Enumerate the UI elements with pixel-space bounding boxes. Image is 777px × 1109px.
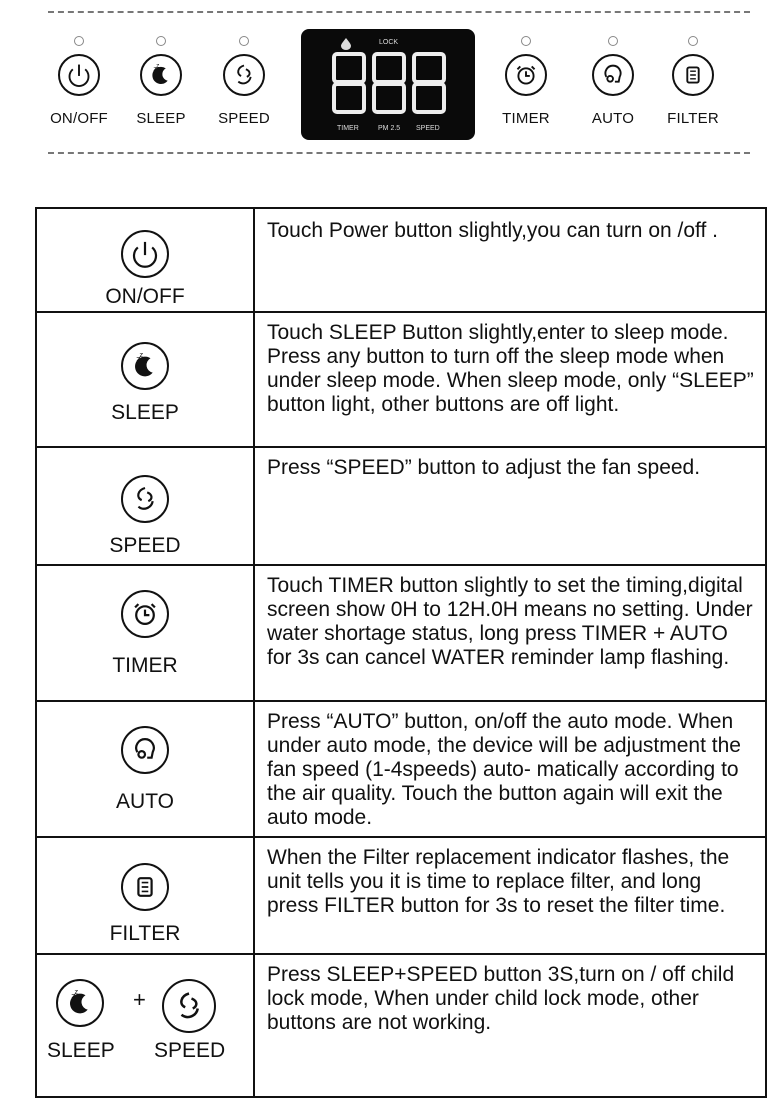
- row-description: Touch TIMER button slightly to set the timing,digital screen show 0H to 12H.0H means no setting. Under water shortage status, long press TIMER + AUTO for 3s can cancel WATER reminder lamp flashing.: [254, 565, 766, 701]
- timer-panel-button[interactable]: [481, 36, 571, 127]
- speed-fan-icon: [223, 54, 265, 96]
- power-icon: [58, 54, 100, 96]
- seven-segment-digits: [331, 51, 449, 117]
- row-description: Press “SPEED” button to adjust the fan speed.: [254, 447, 766, 565]
- button-instructions-table: [35, 207, 767, 1098]
- svg-text:z: z: [71, 991, 76, 1001]
- row-label: TIMER: [112, 654, 178, 677]
- auto-mode-icon: [592, 54, 634, 96]
- icon-cell: [36, 312, 254, 447]
- table-row: [36, 447, 766, 565]
- timer-indicator-led: [521, 36, 531, 46]
- row-description: Press “AUTO” button, on/off the auto mode. When under auto mode, the device will be adjustment the fan speed (1-4speeds) auto- matically according to the air quality. Touch the button again will exit the auto mode.: [254, 701, 766, 837]
- table-row: [36, 565, 766, 701]
- icon-cell: [36, 701, 254, 837]
- water-drop-icon: [341, 38, 351, 50]
- timer-panel-label: TIMER: [502, 110, 550, 127]
- table-row: [36, 701, 766, 837]
- panel-bottom-divider: [48, 152, 750, 154]
- sleep-moon-icon: [56, 979, 104, 1027]
- sleep-indicator-led: [156, 36, 166, 46]
- svg-text:z: z: [74, 988, 78, 997]
- filter-icon: [121, 863, 169, 911]
- sleep-panel-button[interactable]: [116, 36, 206, 127]
- onoff-indicator-led: [74, 36, 84, 46]
- filter-panel-button[interactable]: [648, 36, 738, 127]
- display-pm-label: PM 2.5: [378, 125, 401, 132]
- row-description: Touch SLEEP Button slightly,enter to sleep mode. Press any button to turn off the sleep mode when under sleep mode. When sleep mode, only “SLEEP” button light, other buttons are off light.: [254, 312, 766, 447]
- display-speed-label: SPEED: [416, 125, 440, 132]
- plus-sign: +: [133, 987, 146, 1012]
- table-row: [36, 208, 766, 312]
- display-timer-label: TIMER: [337, 125, 359, 132]
- speed-panel-button[interactable]: [199, 36, 289, 127]
- row-description: Touch Power button slightly,you can turn on /off .: [254, 208, 766, 312]
- auto-mode-icon: [121, 726, 169, 774]
- row-label: SLEEP: [111, 401, 179, 424]
- icon-cell: [36, 208, 254, 312]
- filter-panel-label: FILTER: [667, 110, 719, 127]
- row-label-sleep: SLEEP: [47, 1039, 115, 1062]
- svg-text:z: z: [156, 63, 160, 70]
- filter-icon: [672, 54, 714, 96]
- sleep-moon-icon: [121, 342, 169, 390]
- speed-panel-label: SPEED: [218, 110, 270, 127]
- row-label: ON/OFF: [105, 285, 185, 308]
- svg-text:z: z: [139, 351, 143, 360]
- onoff-panel-button[interactable]: [34, 36, 124, 127]
- panel-top-divider: [48, 11, 750, 13]
- icon-cell: [36, 954, 254, 1097]
- row-label: SPEED: [109, 534, 181, 557]
- digital-display: [301, 29, 475, 140]
- row-label: AUTO: [116, 790, 174, 813]
- sleep-moon-icon: [140, 54, 182, 96]
- speed-fan-icon: [162, 979, 216, 1033]
- icon-cell: [36, 837, 254, 954]
- speed-fan-icon: [121, 475, 169, 523]
- row-label: FILTER: [109, 922, 181, 945]
- power-icon: [121, 230, 169, 278]
- table-row: [36, 312, 766, 447]
- alarm-clock-icon: [121, 590, 169, 638]
- sleep-panel-label: SLEEP: [136, 110, 186, 127]
- svg-text:z: z: [136, 354, 141, 364]
- lock-label: LOCK: [379, 39, 399, 46]
- row-label-speed: SPEED: [154, 1039, 226, 1062]
- speed-indicator-led: [239, 36, 249, 46]
- icon-cell: [36, 447, 254, 565]
- icon-cell: [36, 565, 254, 701]
- table-row: [36, 837, 766, 954]
- alarm-clock-icon: [505, 54, 547, 96]
- row-description: When the Filter replacement indicator flashes, the unit tells you it is time to replace filter, and long press FILTER button for 3s to reset the filter time.: [254, 837, 766, 954]
- onoff-panel-label: ON/OFF: [50, 110, 108, 127]
- auto-panel-button[interactable]: [568, 36, 658, 127]
- row-description: Press SLEEP+SPEED button 3S,turn on / off child lock mode, When under child lock mode, other buttons are not working.: [254, 954, 766, 1097]
- filter-indicator-led: [688, 36, 698, 46]
- svg-text:z: z: [153, 65, 157, 74]
- auto-indicator-led: [608, 36, 618, 46]
- auto-panel-label: AUTO: [591, 110, 635, 127]
- table-row: [36, 954, 766, 1097]
